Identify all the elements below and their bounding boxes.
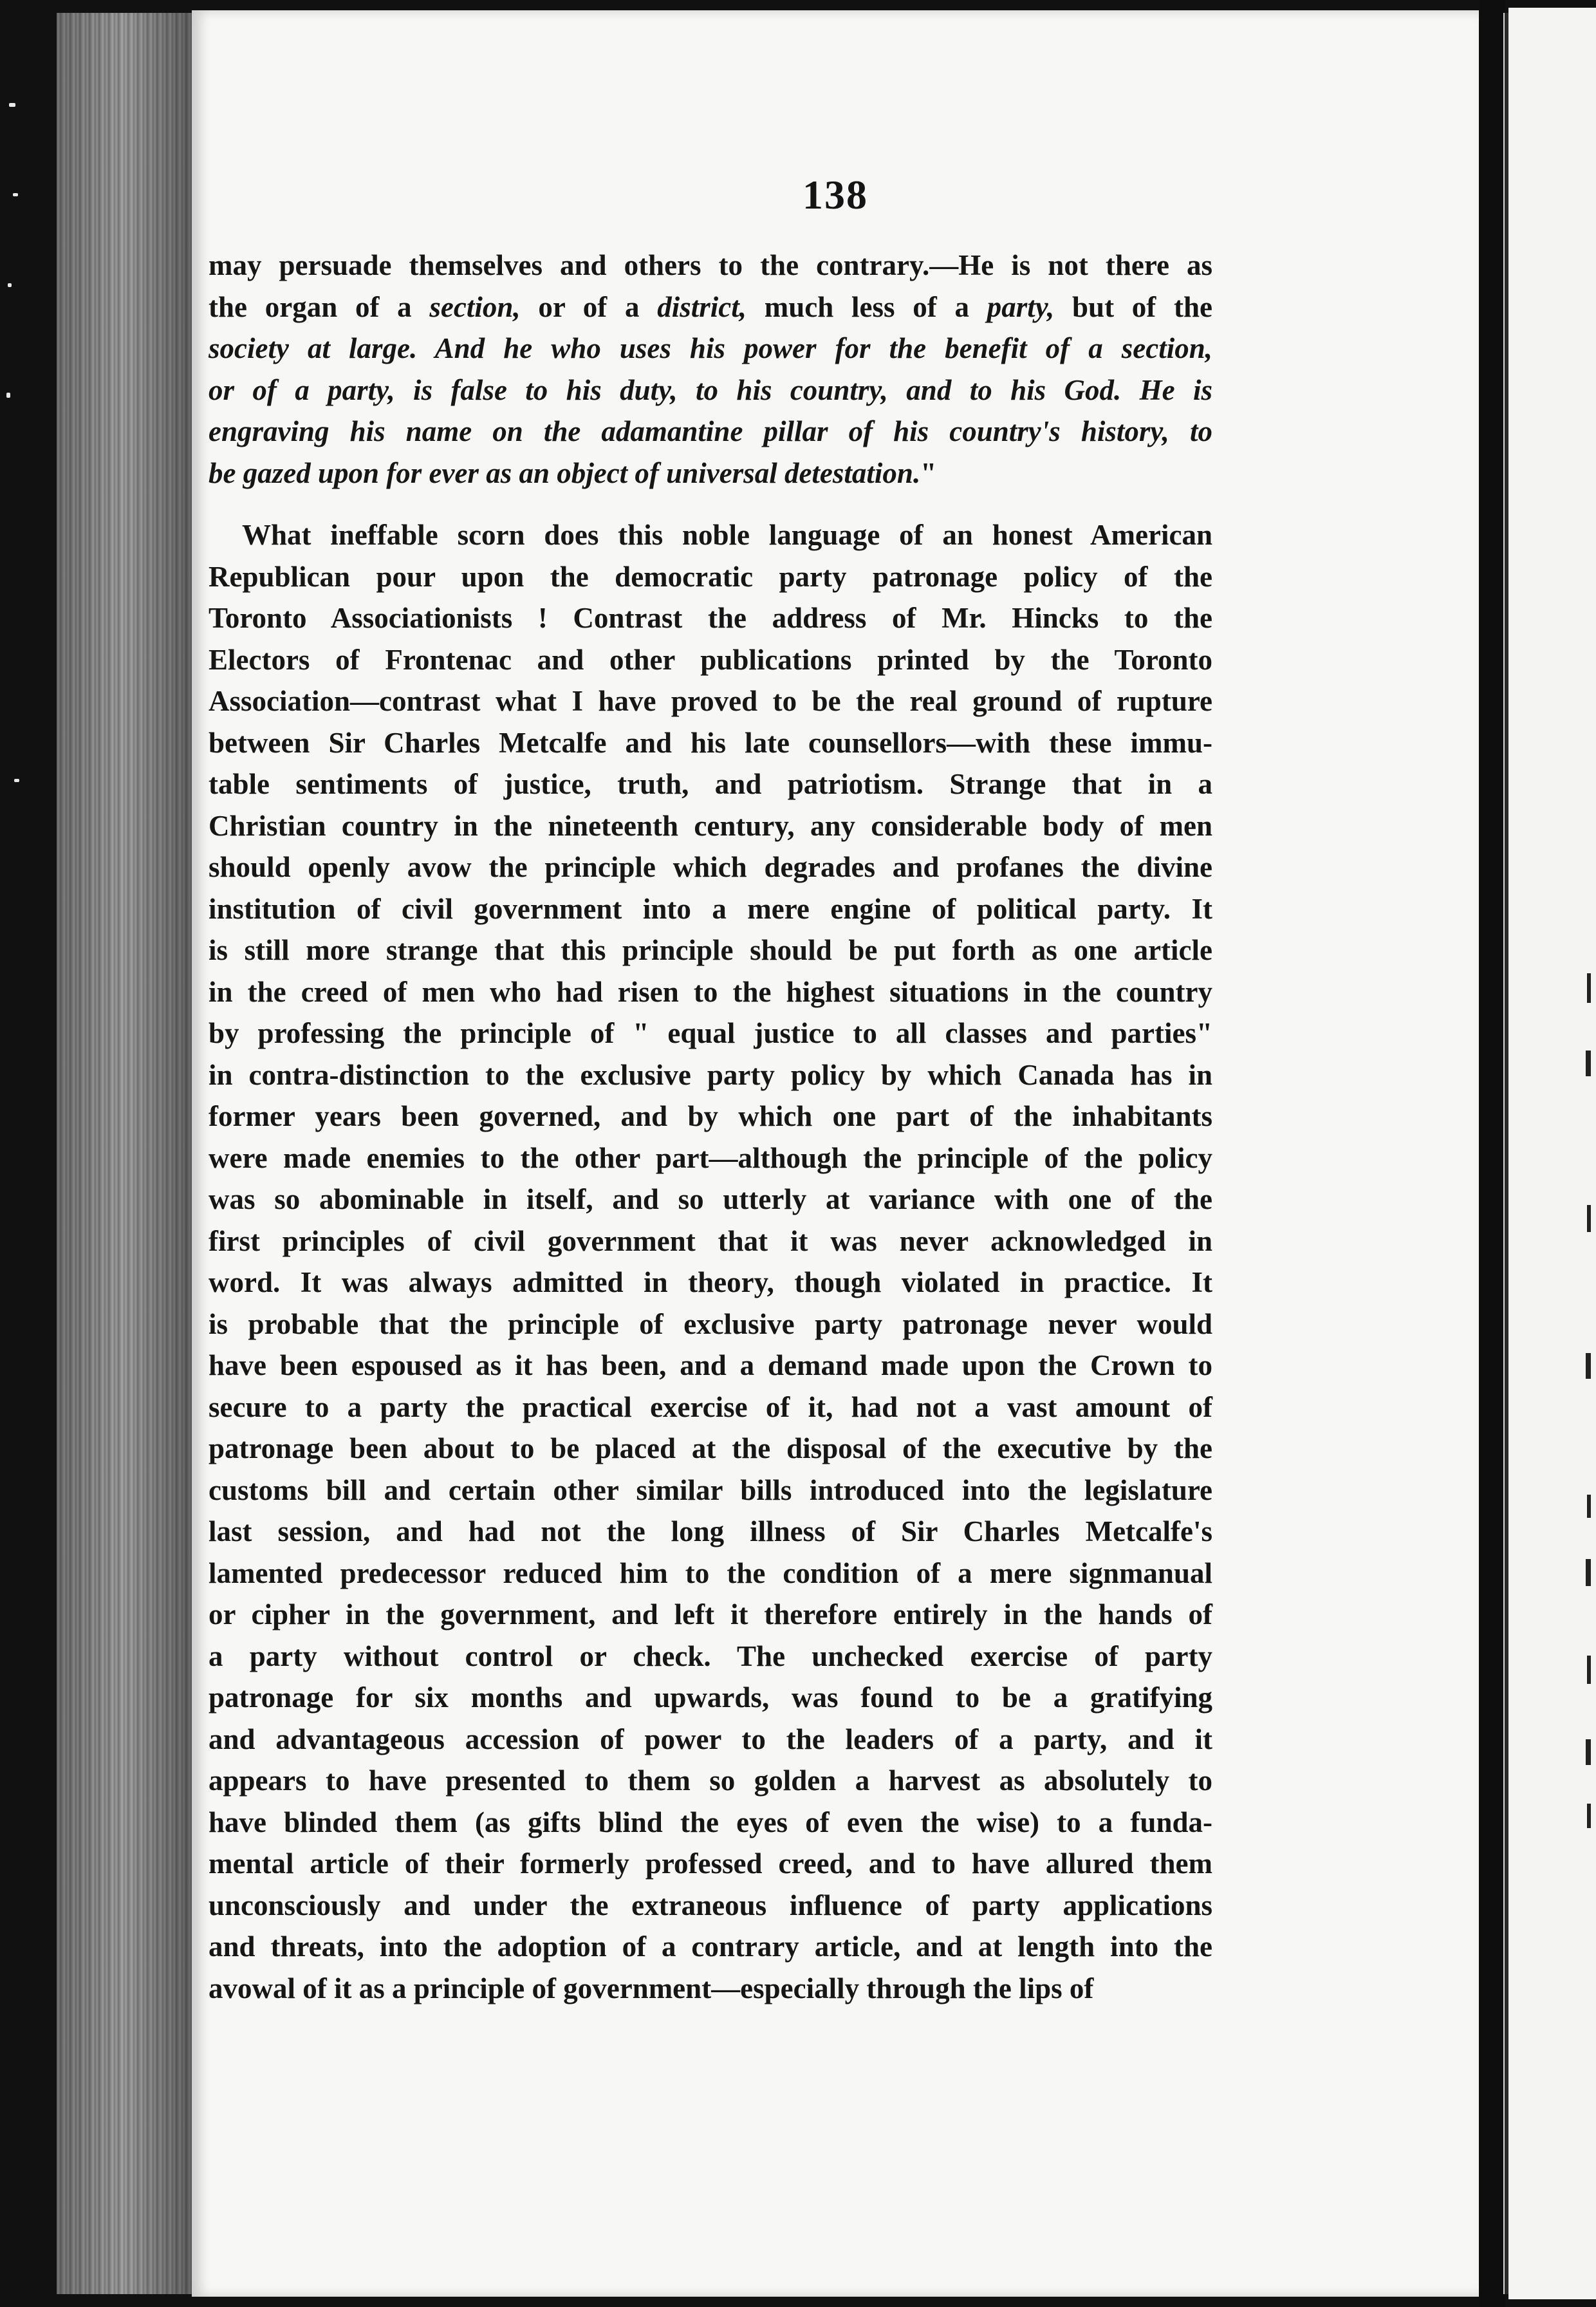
text-line — [209, 597, 1212, 639]
text-line — [209, 1303, 1212, 1345]
text-line — [209, 1885, 1212, 1927]
text-line — [209, 1345, 1212, 1387]
text-line — [209, 1677, 1212, 1719]
text-segment: in the creed of men who had risen to the highest situations in the country — [209, 975, 1212, 1008]
text-line — [209, 1262, 1212, 1303]
text-line — [209, 328, 1212, 369]
text-segment: What ineffable scorn does this noble language of an honest American — [242, 519, 1212, 551]
text-segment: patronage for six months and upwards, was found to be a gratifying — [209, 1681, 1212, 1714]
text-line — [209, 1719, 1212, 1761]
text-segment: should openly avow the principle which degrades and profanes the divine — [209, 851, 1212, 883]
text-line — [209, 514, 1212, 556]
text-line — [209, 639, 1212, 681]
text-line — [209, 1594, 1212, 1636]
text-line — [209, 1428, 1212, 1470]
text-segment: and advantageous accession of power to the leaders of a party, and it — [209, 1723, 1212, 1755]
text-line — [209, 1968, 1212, 2010]
text-segment: appears to have presented to them so golden a harvest as absolutely to — [209, 1764, 1212, 1797]
text-line — [209, 763, 1212, 805]
text-segment: Association—contrast what I have proved to be the real ground of rupture — [209, 685, 1212, 717]
text-line — [209, 1511, 1212, 1553]
text-line — [209, 1470, 1212, 1511]
quotation-paragraph — [209, 245, 1212, 494]
text-segment: a party without control or check. The unchecked exercise of party — [209, 1639, 1212, 1672]
text-line — [209, 846, 1212, 888]
main-paragraph — [209, 514, 1212, 2009]
text-segment: is probable that the principle of exclusive party patronage never would — [209, 1307, 1212, 1340]
text-segment: or of a party, is false to his duty, to his country, and to his God. He is — [209, 373, 1212, 406]
text-segment: last session, and had not the long illness of Sir Charles Metcalfe's — [209, 1515, 1212, 1547]
text-line — [209, 1179, 1212, 1220]
text-segment: be gazed upon for ever as an object of universal detestation. — [209, 456, 921, 489]
page-number: 138 — [803, 172, 868, 218]
facing-page-edge — [1508, 8, 1596, 2299]
text-segment: lamented predecessor reduced him to the condition of a mere signmanual — [209, 1556, 1212, 1589]
page-edge-binding — [57, 13, 194, 2294]
text-segment: society at large. And he who uses his power for the benefit of a section, — [209, 332, 1212, 364]
text-segment: Toronto Associationists ! Contrast the address of Mr. Hincks to the — [209, 602, 1212, 634]
text-segment: customs bill and certain other similar bills introduced into the legislature — [209, 1473, 1212, 1506]
text-line — [209, 556, 1212, 598]
text-line — [209, 1137, 1212, 1179]
text-segment: was so abominable in itself, and so utterly at variance with one of the — [209, 1183, 1212, 1215]
text-line — [209, 1054, 1212, 1096]
text-line — [209, 369, 1212, 411]
text-segment: patronage been about to be placed at the disposal of the executive by the — [209, 1432, 1212, 1464]
text-line — [209, 680, 1212, 722]
text-segment: secure to a party the practical exercise of it, had not a vast amount of — [209, 1390, 1212, 1423]
text-line — [209, 1926, 1212, 1968]
text-line — [209, 1553, 1212, 1594]
text-segment: first principles of civil government that it was never acknowledged in — [209, 1224, 1212, 1257]
text-segment: table sentiments of justice, truth, and patriotism. Strange that in a — [209, 768, 1212, 800]
text-segment: by professing the principle of " equal justice to all classes and parties" — [209, 1017, 1212, 1049]
text-segment: mental article of their formerly professed creed, and to have allured them — [209, 1847, 1212, 1880]
text-segment: unconsciously and under the extraneous influence of party applications — [209, 1889, 1212, 1921]
page-body-text — [209, 245, 1212, 2009]
text-segment: have blinded them (as gifts blind the eyes of even the wise) to a funda- — [209, 1806, 1212, 1838]
text-segment: were made enemies to the other part—although the principle of the policy — [209, 1141, 1212, 1174]
text-segment: in contra-distinction to the exclusive party policy by which Canada has in — [209, 1058, 1212, 1091]
text-segment: between Sir Charles Metcalfe and his late counsellors—with these immu- — [209, 726, 1212, 759]
text-segment: is still more strange that this principle should be put forth as one article — [209, 934, 1212, 966]
text-line — [209, 971, 1212, 1013]
text-line — [209, 453, 1212, 494]
text-line — [209, 722, 1212, 764]
text-segment: Electors of Frontenac and other publications printed by the Toronto — [209, 643, 1212, 676]
text-segment: Republican pour upon the democratic party patronage policy of the — [209, 560, 1212, 593]
book-gutter — [1479, 0, 1505, 2307]
text-segment: much less of a — [747, 290, 987, 323]
text-segment: avowal of it as a principle of government—especially through the lips of — [209, 1972, 1094, 2004]
text-segment: may persuade themselves and others to the contrary.—He is not there as — [209, 249, 1212, 281]
text-line — [209, 1843, 1212, 1885]
text-segment: party, — [987, 290, 1055, 323]
text-line — [209, 1636, 1212, 1677]
text-line — [209, 1760, 1212, 1802]
text-segment: or cipher in the government, and left it therefore entirely in the hands of — [209, 1598, 1212, 1630]
text-line — [209, 1013, 1212, 1054]
text-line — [209, 888, 1212, 930]
text-segment: institution of civil government into a mere engine of political party. It — [209, 892, 1212, 925]
text-segment: and threats, into the adoption of a contrary article, and at length into the — [209, 1930, 1212, 1963]
text-segment: engraving his name on the adamantine pillar of his country's history, to — [209, 415, 1212, 447]
text-segment: district, — [657, 290, 747, 323]
text-segment: word. It was always admitted in theory, though violated in practice. It — [209, 1266, 1212, 1298]
text-line — [209, 411, 1212, 453]
text-segment: " — [920, 456, 937, 489]
text-segment: former years been governed, and by which one part of the inhabitants — [209, 1100, 1212, 1132]
text-line — [209, 1220, 1212, 1262]
text-segment: but of the — [1054, 290, 1212, 323]
text-line — [209, 805, 1212, 847]
text-segment: the organ of a — [209, 290, 430, 323]
text-segment: have been espoused as it has been, and a demand made upon the Crown to — [209, 1349, 1212, 1381]
text-line — [209, 929, 1212, 971]
text-line — [209, 245, 1212, 286]
text-segment: or of a — [520, 290, 658, 323]
text-line — [209, 286, 1212, 328]
text-line — [209, 1096, 1212, 1137]
text-segment: Christian country in the nineteenth century, any considerable body of men — [209, 809, 1212, 842]
text-segment: section, — [429, 290, 521, 323]
text-line — [209, 1387, 1212, 1428]
text-line — [209, 1802, 1212, 1844]
